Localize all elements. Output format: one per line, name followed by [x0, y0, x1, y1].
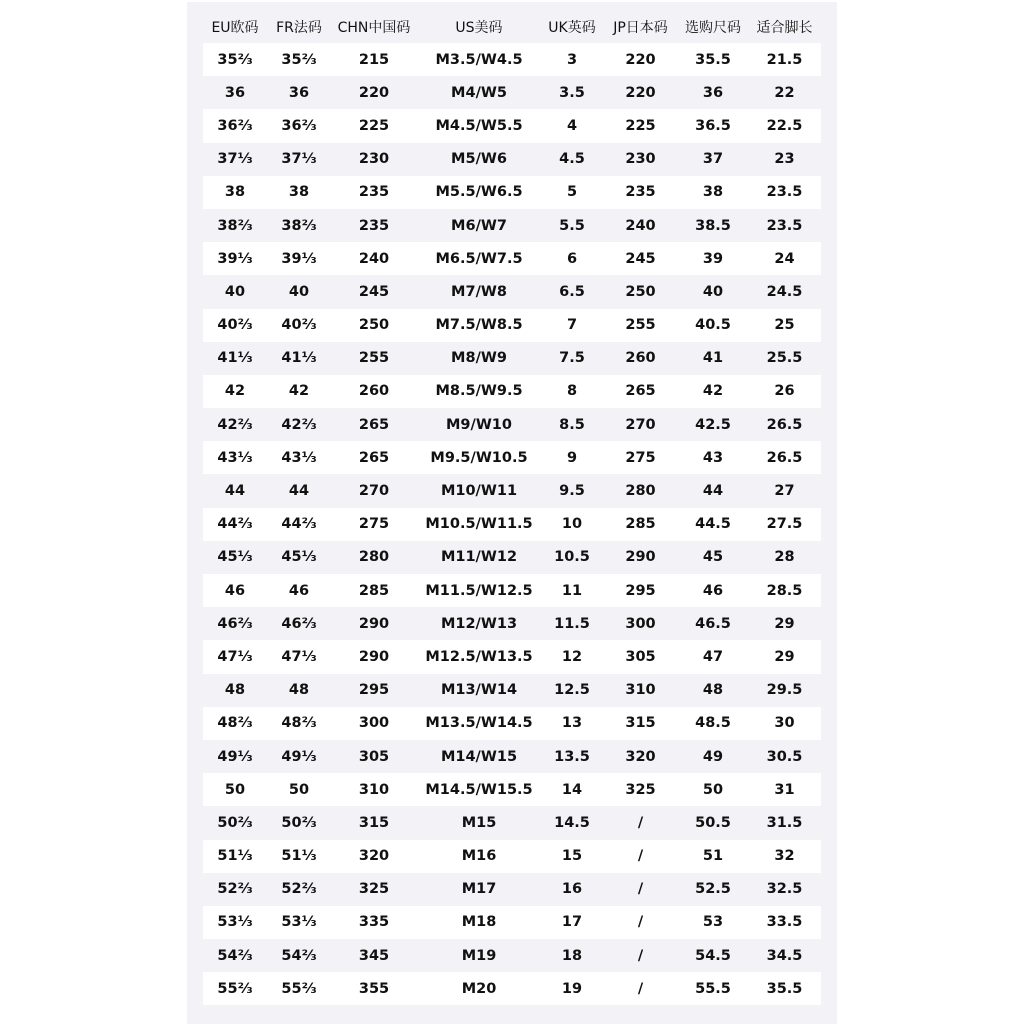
cell-us: M13/W14: [417, 674, 541, 707]
cell-foot-length: 28.5: [748, 574, 821, 607]
cell-fr: 54⅔: [267, 939, 331, 972]
cell-us: M6/W7: [417, 209, 541, 242]
cell-chn: 230: [331, 143, 417, 176]
cell-eu: 40: [203, 275, 267, 308]
cell-fr: 52⅔: [267, 873, 331, 906]
cell-uk: 17: [541, 906, 603, 939]
cell-us: M7/W8: [417, 275, 541, 308]
cell-foot-length: 23: [748, 143, 821, 176]
cell-uk: 4: [541, 109, 603, 142]
cell-uk: 11.5: [541, 607, 603, 640]
cell-jp: 240: [603, 209, 678, 242]
table-row: [203, 474, 821, 507]
cell-uk: 5: [541, 176, 603, 209]
column-header-jp: JP日本码: [613, 19, 668, 36]
cell-size: 38: [678, 176, 748, 209]
cell-jp: 320: [603, 740, 678, 773]
table-row: [203, 607, 821, 640]
column-header-eu: EU欧码: [211, 19, 259, 36]
cell-eu: 36⅔: [203, 109, 267, 142]
cell-jp: 255: [603, 309, 678, 342]
cell-chn: 275: [331, 508, 417, 541]
cell-foot-length: 27: [748, 474, 821, 507]
cell-size: 36.5: [678, 109, 748, 142]
cell-size: 38.5: [678, 209, 748, 242]
cell-foot-length: 22.5: [748, 109, 821, 142]
column-header-chn: CHN中国码: [337, 19, 411, 36]
cell-jp: 250: [603, 275, 678, 308]
cell-size: 47: [678, 640, 748, 673]
cell-chn: 310: [331, 773, 417, 806]
cell-chn: 255: [331, 342, 417, 375]
cell-foot-length: 35.5: [748, 972, 821, 1005]
cell-fr: 42: [267, 375, 331, 408]
table-row: [203, 574, 821, 607]
cell-eu: 37⅓: [203, 143, 267, 176]
cell-jp: /: [603, 906, 678, 939]
column-header-us: US美码: [455, 19, 503, 36]
cell-jp: /: [603, 806, 678, 839]
cell-uk: 19: [541, 972, 603, 1005]
cell-uk: 3.5: [541, 76, 603, 109]
cell-eu: 43⅓: [203, 441, 267, 474]
cell-size: 41: [678, 342, 748, 375]
cell-size: 36: [678, 76, 748, 109]
cell-uk: 3: [541, 43, 603, 76]
cell-eu: 51⅓: [203, 840, 267, 873]
cell-size: 44: [678, 474, 748, 507]
cell-uk: 13.5: [541, 740, 603, 773]
cell-fr: 41⅓: [267, 342, 331, 375]
cell-jp: 305: [603, 640, 678, 673]
cell-eu: 45⅓: [203, 541, 267, 574]
cell-fr: 36: [267, 76, 331, 109]
cell-eu: 48⅔: [203, 707, 267, 740]
table-row: [203, 76, 821, 109]
cell-chn: 215: [331, 43, 417, 76]
cell-size: 37: [678, 143, 748, 176]
cell-us: M17: [417, 873, 541, 906]
cell-jp: /: [603, 873, 678, 906]
cell-size: 50: [678, 773, 748, 806]
cell-eu: 42⅔: [203, 408, 267, 441]
cell-eu: 50: [203, 773, 267, 806]
cell-jp: 310: [603, 674, 678, 707]
table-row: [203, 806, 821, 839]
table-row: [203, 873, 821, 906]
cell-size: 48.5: [678, 707, 748, 740]
cell-uk: 6.5: [541, 275, 603, 308]
cell-chn: 265: [331, 441, 417, 474]
cell-size: 44.5: [678, 508, 748, 541]
cell-eu: 44⅔: [203, 508, 267, 541]
cell-us: M10/W11: [417, 474, 541, 507]
cell-size: 40.5: [678, 309, 748, 342]
cell-uk: 7.5: [541, 342, 603, 375]
cell-jp: 235: [603, 176, 678, 209]
table-row: [203, 640, 821, 673]
cell-jp: 315: [603, 707, 678, 740]
cell-foot-length: 30.5: [748, 740, 821, 773]
cell-foot-length: 30: [748, 707, 821, 740]
cell-foot-length: 32.5: [748, 873, 821, 906]
cell-uk: 5.5: [541, 209, 603, 242]
cell-fr: 36⅔: [267, 109, 331, 142]
cell-uk: 4.5: [541, 143, 603, 176]
column-header-uk: UK英码: [548, 19, 596, 36]
cell-size: 53: [678, 906, 748, 939]
cell-eu: 39⅓: [203, 242, 267, 275]
cell-size: 42: [678, 375, 748, 408]
cell-eu: 38: [203, 176, 267, 209]
cell-fr: 46⅔: [267, 607, 331, 640]
cell-us: M8/W9: [417, 342, 541, 375]
cell-fr: 38⅔: [267, 209, 331, 242]
cell-size: 49: [678, 740, 748, 773]
cell-uk: 14.5: [541, 806, 603, 839]
cell-us: M11.5/W12.5: [417, 574, 541, 607]
cell-size: 55.5: [678, 972, 748, 1005]
cell-foot-length: 28: [748, 541, 821, 574]
cell-eu: 35⅔: [203, 43, 267, 76]
cell-uk: 14: [541, 773, 603, 806]
cell-jp: 265: [603, 375, 678, 408]
cell-fr: 51⅓: [267, 840, 331, 873]
cell-foot-length: 21.5: [748, 43, 821, 76]
cell-foot-length: 29.5: [748, 674, 821, 707]
cell-chn: 250: [331, 309, 417, 342]
cell-chn: 220: [331, 76, 417, 109]
cell-foot-length: 23.5: [748, 209, 821, 242]
table-row: [203, 275, 821, 308]
cell-chn: 285: [331, 574, 417, 607]
table-row: [203, 176, 821, 209]
table-row: [203, 906, 821, 939]
cell-eu: 49⅓: [203, 740, 267, 773]
cell-foot-length: 24: [748, 242, 821, 275]
cell-us: M16: [417, 840, 541, 873]
table-row: [203, 309, 821, 342]
cell-foot-length: 25: [748, 309, 821, 342]
table-row: [203, 408, 821, 441]
table-row: [203, 342, 821, 375]
cell-size: 52.5: [678, 873, 748, 906]
cell-chn: 300: [331, 707, 417, 740]
cell-fr: 53⅓: [267, 906, 331, 939]
cell-us: M4.5/W5.5: [417, 109, 541, 142]
cell-us: M14/W15: [417, 740, 541, 773]
cell-us: M11/W12: [417, 541, 541, 574]
cell-us: M14.5/W15.5: [417, 773, 541, 806]
cell-eu: 52⅔: [203, 873, 267, 906]
cell-fr: 42⅔: [267, 408, 331, 441]
cell-eu: 50⅔: [203, 806, 267, 839]
cell-chn: 225: [331, 109, 417, 142]
cell-uk: 8.5: [541, 408, 603, 441]
cell-chn: 355: [331, 972, 417, 1005]
table-row: [203, 109, 821, 142]
cell-jp: 230: [603, 143, 678, 176]
size-chart-table: [203, 10, 821, 1005]
cell-jp: 275: [603, 441, 678, 474]
cell-us: M12.5/W13.5: [417, 640, 541, 673]
cell-jp: 290: [603, 541, 678, 574]
cell-jp: 220: [603, 43, 678, 76]
cell-jp: 245: [603, 242, 678, 275]
table-row: [203, 939, 821, 972]
cell-chn: 290: [331, 640, 417, 673]
cell-us: M3.5/W4.5: [417, 43, 541, 76]
cell-fr: 39⅓: [267, 242, 331, 275]
cell-foot-length: 31: [748, 773, 821, 806]
cell-fr: 55⅔: [267, 972, 331, 1005]
cell-jp: 295: [603, 574, 678, 607]
cell-jp: 225: [603, 109, 678, 142]
cell-size: 46.5: [678, 607, 748, 640]
cell-us: M7.5/W8.5: [417, 309, 541, 342]
cell-chn: 265: [331, 408, 417, 441]
cell-fr: 50⅔: [267, 806, 331, 839]
cell-us: M5.5/W6.5: [417, 176, 541, 209]
cell-size: 43: [678, 441, 748, 474]
cell-us: M13.5/W14.5: [417, 707, 541, 740]
cell-size: 35.5: [678, 43, 748, 76]
table-row: [203, 441, 821, 474]
table-row: [203, 375, 821, 408]
cell-chn: 325: [331, 873, 417, 906]
cell-jp: 285: [603, 508, 678, 541]
cell-foot-length: 33.5: [748, 906, 821, 939]
table-row: [203, 740, 821, 773]
cell-uk: 12: [541, 640, 603, 673]
table-body: [203, 43, 821, 1005]
cell-us: M5/W6: [417, 143, 541, 176]
cell-chn: 335: [331, 906, 417, 939]
cell-fr: 47⅓: [267, 640, 331, 673]
cell-foot-length: 34.5: [748, 939, 821, 972]
cell-jp: 220: [603, 76, 678, 109]
cell-fr: 44: [267, 474, 331, 507]
cell-chn: 295: [331, 674, 417, 707]
table-row: [203, 972, 821, 1005]
cell-chn: 320: [331, 840, 417, 873]
cell-eu: 54⅔: [203, 939, 267, 972]
cell-jp: 270: [603, 408, 678, 441]
cell-chn: 270: [331, 474, 417, 507]
cell-uk: 9.5: [541, 474, 603, 507]
cell-foot-length: 25.5: [748, 342, 821, 375]
cell-us: M20: [417, 972, 541, 1005]
cell-size: 46: [678, 574, 748, 607]
header-row: [203, 10, 821, 43]
table-row: [203, 840, 821, 873]
cell-eu: 48: [203, 674, 267, 707]
cell-foot-length: 29: [748, 607, 821, 640]
cell-uk: 13: [541, 707, 603, 740]
cell-chn: 305: [331, 740, 417, 773]
cell-uk: 7: [541, 309, 603, 342]
cell-chn: 245: [331, 275, 417, 308]
cell-chn: 235: [331, 176, 417, 209]
table-row: [203, 43, 821, 76]
cell-size: 50.5: [678, 806, 748, 839]
table-row: [203, 143, 821, 176]
cell-eu: 42: [203, 375, 267, 408]
cell-fr: 46: [267, 574, 331, 607]
cell-size: 40: [678, 275, 748, 308]
cell-jp: /: [603, 972, 678, 1005]
cell-eu: 40⅔: [203, 309, 267, 342]
cell-us: M19: [417, 939, 541, 972]
cell-jp: /: [603, 840, 678, 873]
cell-us: M15: [417, 806, 541, 839]
cell-jp: 325: [603, 773, 678, 806]
cell-jp: 260: [603, 342, 678, 375]
cell-chn: 235: [331, 209, 417, 242]
cell-eu: 41⅓: [203, 342, 267, 375]
cell-eu: 36: [203, 76, 267, 109]
cell-uk: 18: [541, 939, 603, 972]
cell-fr: 37⅓: [267, 143, 331, 176]
cell-fr: 38: [267, 176, 331, 209]
cell-us: M18: [417, 906, 541, 939]
cell-fr: 43⅓: [267, 441, 331, 474]
cell-size: 54.5: [678, 939, 748, 972]
table-row: [203, 508, 821, 541]
cell-foot-length: 26.5: [748, 408, 821, 441]
cell-eu: 44: [203, 474, 267, 507]
cell-us: M12/W13: [417, 607, 541, 640]
cell-uk: 16: [541, 873, 603, 906]
table-row: [203, 707, 821, 740]
cell-eu: 47⅓: [203, 640, 267, 673]
cell-jp: 300: [603, 607, 678, 640]
cell-uk: 12.5: [541, 674, 603, 707]
cell-fr: 49⅓: [267, 740, 331, 773]
cell-chn: 345: [331, 939, 417, 972]
cell-fr: 40: [267, 275, 331, 308]
cell-chn: 290: [331, 607, 417, 640]
column-header-foot-length: 适合脚长: [756, 19, 813, 36]
cell-us: M9.5/W10.5: [417, 441, 541, 474]
cell-size: 45: [678, 541, 748, 574]
cell-uk: 10.5: [541, 541, 603, 574]
cell-us: M6.5/W7.5: [417, 242, 541, 275]
cell-uk: 11: [541, 574, 603, 607]
cell-us: M10.5/W11.5: [417, 508, 541, 541]
cell-foot-length: 26.5: [748, 441, 821, 474]
table-row: [203, 674, 821, 707]
table-row: [203, 541, 821, 574]
cell-uk: 8: [541, 375, 603, 408]
cell-chn: 260: [331, 375, 417, 408]
cell-jp: 280: [603, 474, 678, 507]
cell-uk: 6: [541, 242, 603, 275]
cell-size: 51: [678, 840, 748, 873]
cell-eu: 46⅔: [203, 607, 267, 640]
cell-fr: 40⅔: [267, 309, 331, 342]
cell-fr: 48: [267, 674, 331, 707]
column-header-fr: FR法码: [276, 19, 322, 36]
cell-chn: 315: [331, 806, 417, 839]
cell-jp: /: [603, 939, 678, 972]
cell-foot-length: 27.5: [748, 508, 821, 541]
cell-us: M4/W5: [417, 76, 541, 109]
cell-foot-length: 31.5: [748, 806, 821, 839]
table-row: [203, 773, 821, 806]
cell-size: 39: [678, 242, 748, 275]
cell-chn: 280: [331, 541, 417, 574]
table-row: [203, 209, 821, 242]
cell-fr: 35⅔: [267, 43, 331, 76]
cell-foot-length: 24.5: [748, 275, 821, 308]
cell-size: 48: [678, 674, 748, 707]
cell-chn: 240: [331, 242, 417, 275]
cell-foot-length: 26: [748, 375, 821, 408]
cell-uk: 9: [541, 441, 603, 474]
cell-fr: 50: [267, 773, 331, 806]
cell-eu: 46: [203, 574, 267, 607]
cell-fr: 44⅔: [267, 508, 331, 541]
cell-foot-length: 23.5: [748, 176, 821, 209]
cell-foot-length: 22: [748, 76, 821, 109]
cell-size: 42.5: [678, 408, 748, 441]
cell-foot-length: 32: [748, 840, 821, 873]
cell-us: M9/W10: [417, 408, 541, 441]
table-row: [203, 242, 821, 275]
cell-uk: 15: [541, 840, 603, 873]
cell-foot-length: 29: [748, 640, 821, 673]
cell-eu: 55⅔: [203, 972, 267, 1005]
cell-uk: 10: [541, 508, 603, 541]
cell-eu: 53⅓: [203, 906, 267, 939]
column-header-size: 选购尺码: [685, 19, 741, 36]
cell-us: M8.5/W9.5: [417, 375, 541, 408]
cell-fr: 48⅔: [267, 707, 331, 740]
cell-eu: 38⅔: [203, 209, 267, 242]
cell-fr: 45⅓: [267, 541, 331, 574]
